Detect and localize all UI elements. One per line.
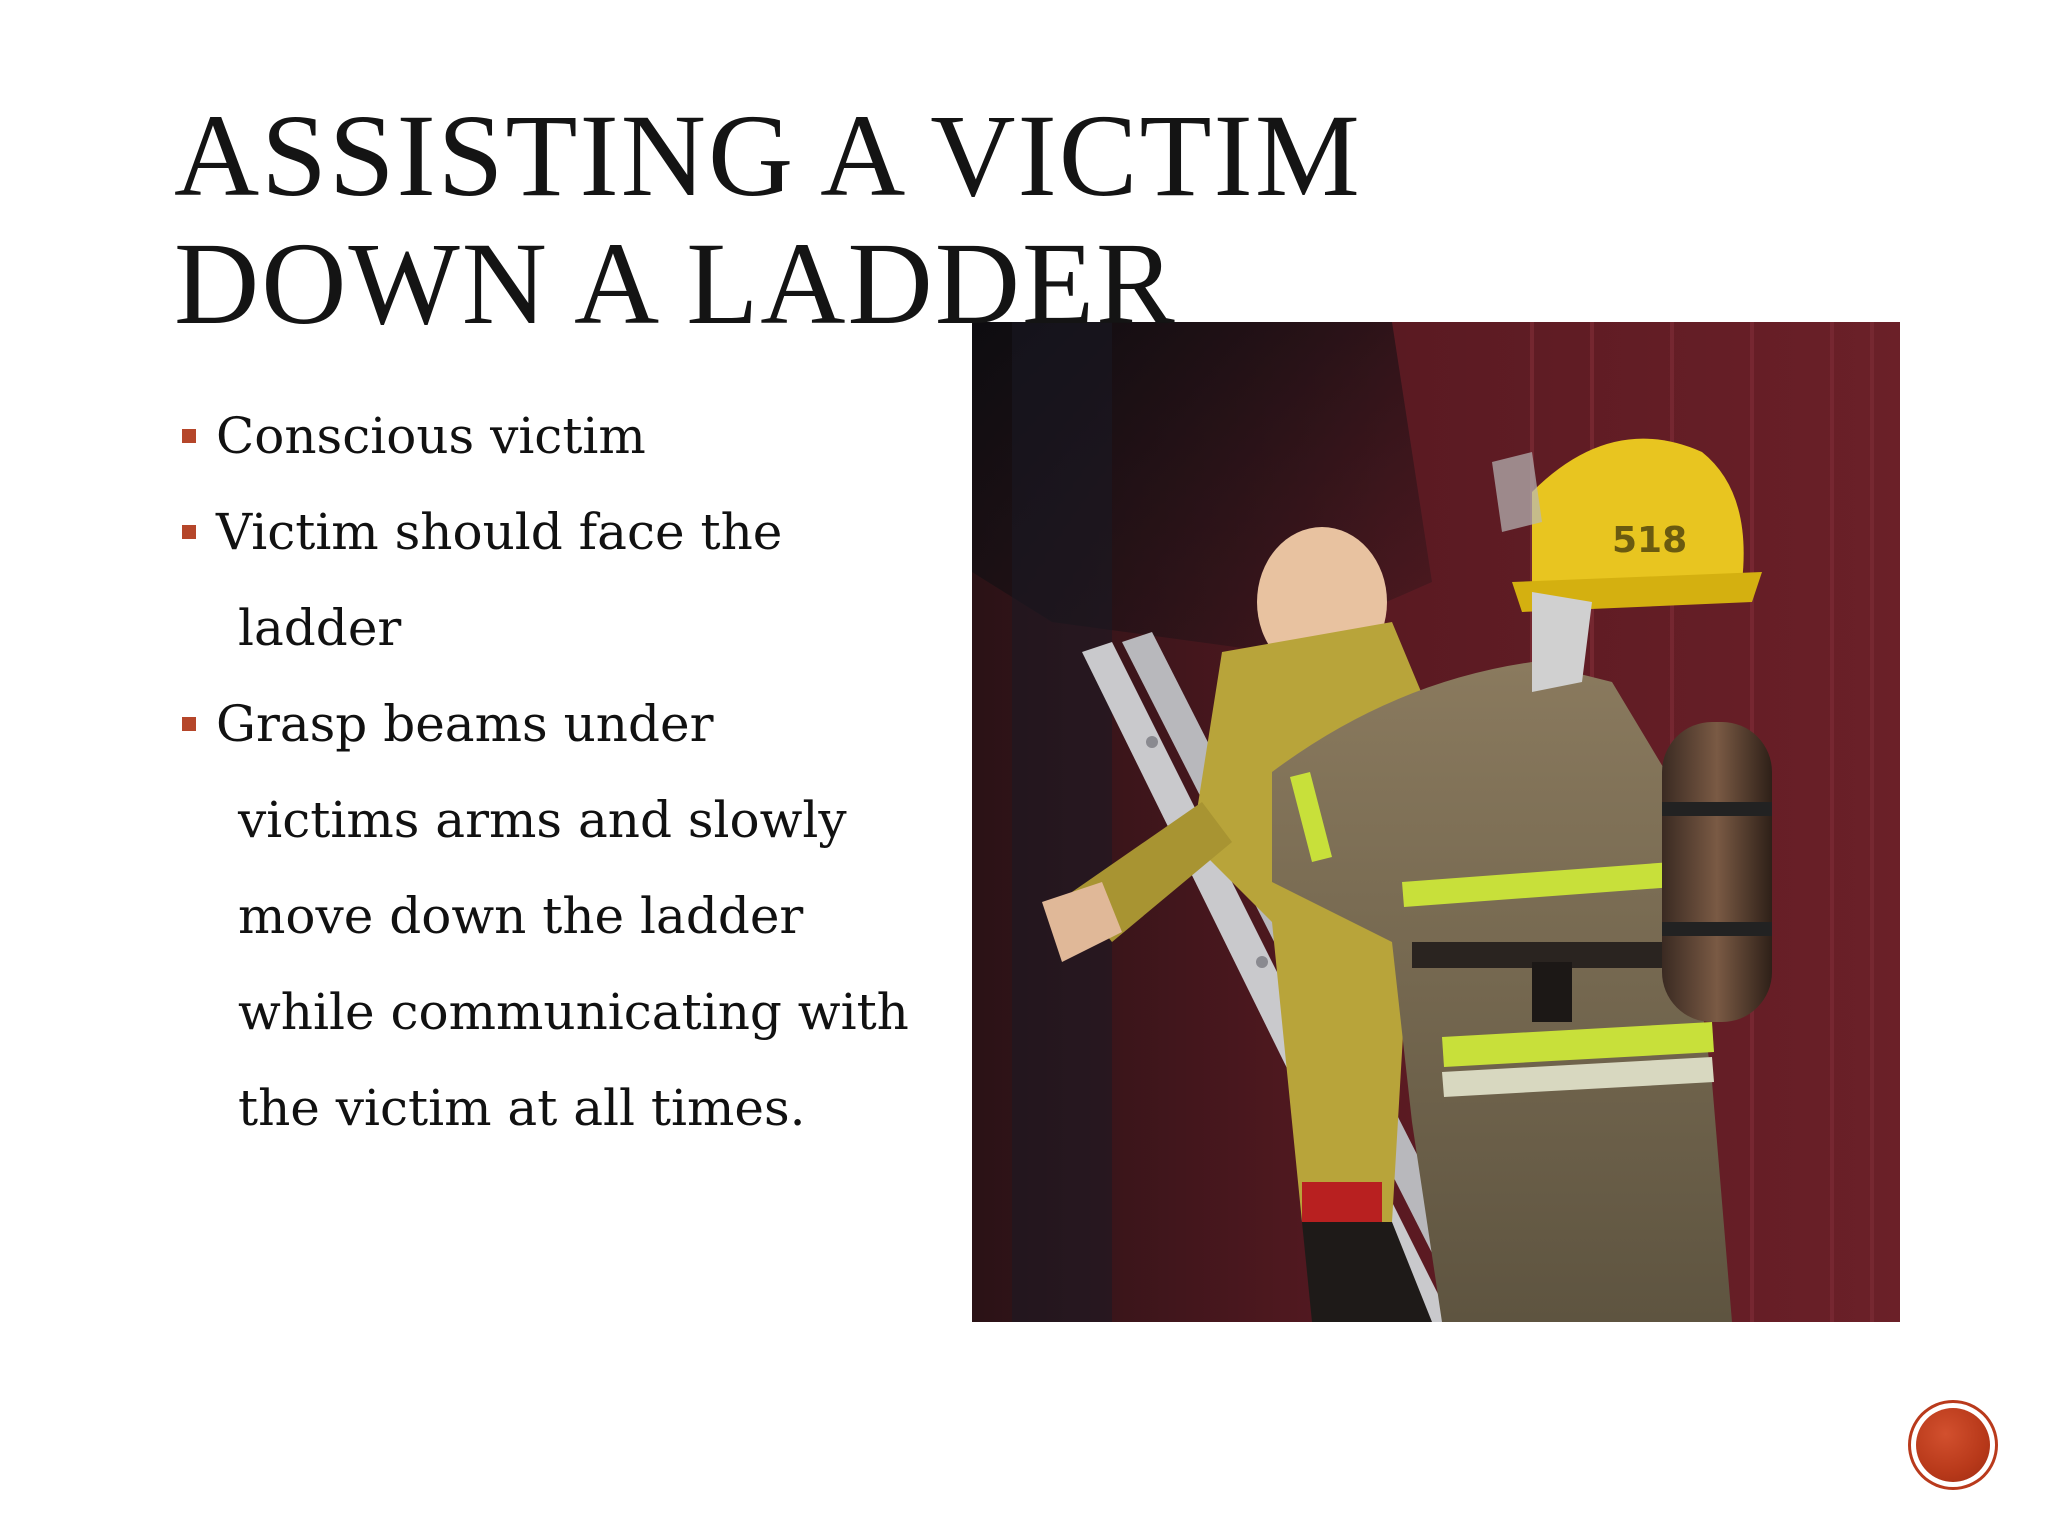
bullet-text: while communicating with [238, 983, 909, 1041]
helmet-number: 518 [1612, 520, 1688, 561]
bullet-marker-icon [182, 717, 196, 731]
bullet-list [178, 388, 958, 1156]
title-line-1: ASSISTING A VICTIM [174, 90, 1362, 221]
firefighter-ladder-rescue-photo [972, 322, 1900, 1322]
bullet-text: Conscious victim [216, 407, 646, 465]
bullet-item [178, 484, 958, 676]
bullet-text: ladder [238, 599, 402, 657]
bullet-marker-icon [182, 525, 196, 539]
bullet-text: victims arms and slowly [238, 791, 847, 849]
bullet-text: Grasp beams under [216, 695, 714, 753]
bullet-item [178, 676, 958, 1156]
bullet-text: the victim at all times. [238, 1079, 806, 1137]
bullet-text: move down the ladder [238, 887, 804, 945]
title-line-2: DOWN A LADDER [174, 218, 1177, 349]
circle-button-icon [1916, 1408, 1990, 1482]
bullet-item [178, 388, 958, 484]
bullet-marker-icon [182, 429, 196, 443]
next-slide-button[interactable] [1908, 1400, 1998, 1490]
bullet-text: Victim should face the [216, 503, 783, 561]
slide-title [174, 92, 1362, 348]
